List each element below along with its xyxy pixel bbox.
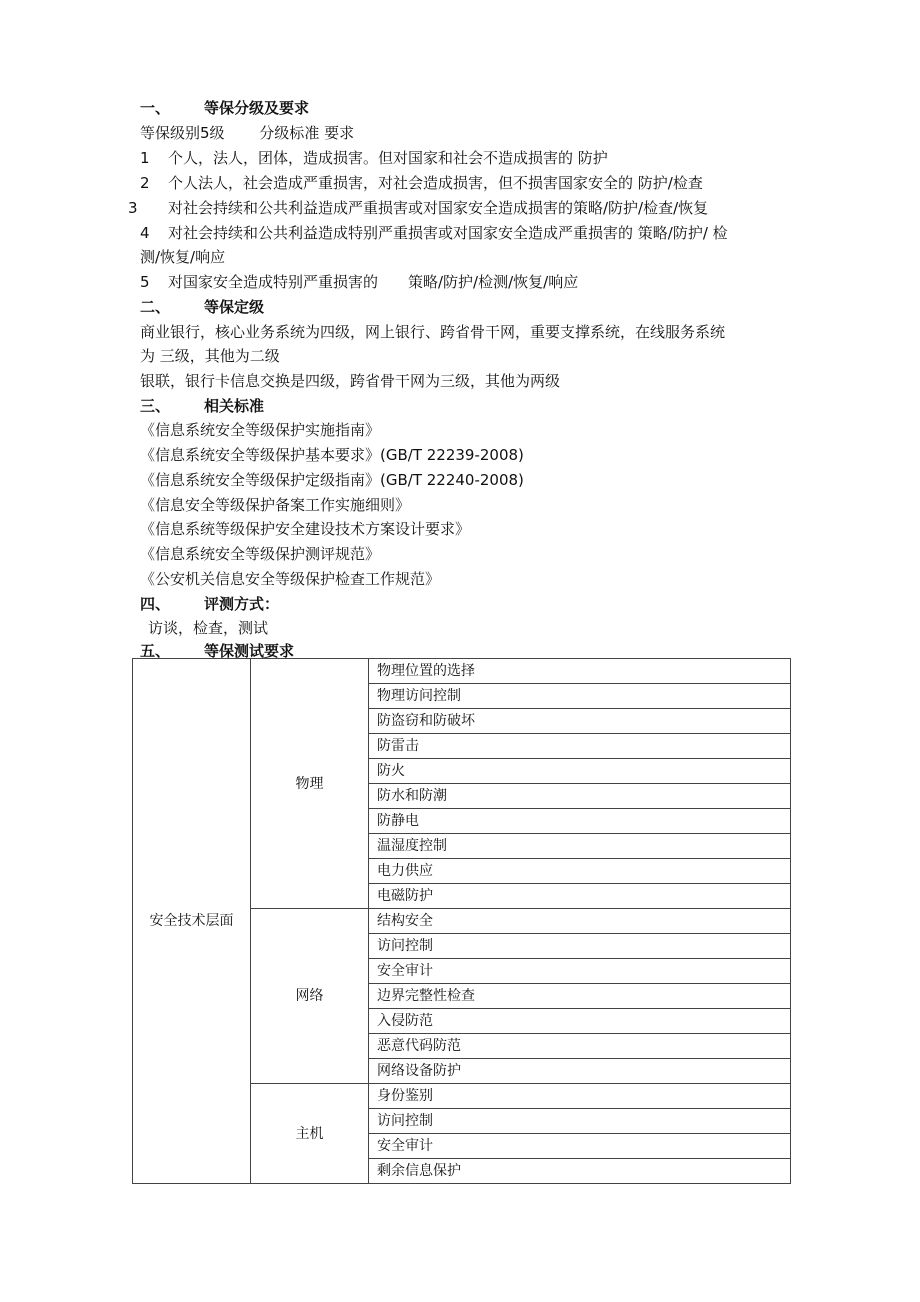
group-cell: 物理 <box>251 659 369 909</box>
level-item: 2 个人法人，社会造成严重损害，对社会造成损害，但不损害国家安全的 防护/检查 <box>140 174 703 192</box>
requirements-table <box>132 658 791 1184</box>
requirement-cell: 防静电 <box>369 809 791 834</box>
requirement-cell: 边界完整性检查 <box>369 984 791 1009</box>
group-cell: 主机 <box>251 1084 369 1184</box>
requirement-cell: 安全审计 <box>369 959 791 984</box>
level-item: 3 对社会持续和公共利益造成严重损害或对国家安全造成损害的策略/防护/检查/恢复 <box>128 199 709 217</box>
standard-item: 《信息系统安全等级保护实施指南》 <box>140 421 381 439</box>
standard-item: 《信息安全等级保护备案工作实施细则》 <box>140 496 411 514</box>
requirement-cell: 防水和防潮 <box>369 784 791 809</box>
grading-line: 商业银行，核心业务系统为四级，网上银行、跨省骨干网，重要支撑系统，在线服务系统 <box>140 323 726 341</box>
standard-item: 《信息系统安全等级保护定级指南》(GB/T 22240-2008) <box>140 471 524 489</box>
requirement-cell: 剩余信息保护 <box>369 1159 791 1184</box>
test-methods: 访谈，检查，测试 <box>148 619 269 637</box>
level-item: 5 对国家安全造成特别严重损害的 策略/防护/检测/恢复/响应 <box>140 273 579 291</box>
requirement-cell: 防盗窃和防破坏 <box>369 709 791 734</box>
standard-item: 《公安机关信息安全等级保护检查工作规范》 <box>140 570 441 588</box>
requirement-cell: 物理位置的选择 <box>369 659 791 684</box>
levels-header: 等保级别5级 分级标准 要求 <box>140 124 355 142</box>
level-item-continuation: 测/恢复/响应 <box>140 248 226 266</box>
standard-item: 《信息系统安全等级保护基本要求》(GB/T 22239-2008) <box>140 446 524 464</box>
grading-line: 为 三级，其他为二级 <box>140 347 280 365</box>
grading-line: 银联，银行卡信息交换是四级，跨省骨干网为三级，其他为两级 <box>140 372 561 390</box>
standard-item: 《信息系统等级保护安全建设技术方案设计要求》 <box>140 520 471 538</box>
section-5-heading: 五、 等保测试要求 <box>140 642 295 660</box>
layer-cell: 安全技术层面 <box>133 659 251 1184</box>
requirement-cell: 安全审计 <box>369 1134 791 1159</box>
requirement-cell: 网络设备防护 <box>369 1059 791 1084</box>
standard-item: 《信息系统安全等级保护测评规范》 <box>140 545 381 563</box>
requirement-cell: 物理访问控制 <box>369 684 791 709</box>
requirement-cell: 防雷击 <box>369 734 791 759</box>
requirement-cell: 入侵防范 <box>369 1009 791 1034</box>
section-4-heading: 四、 评测方式： <box>140 595 280 613</box>
requirement-cell: 结构安全 <box>369 909 791 934</box>
requirement-cell: 访问控制 <box>369 1109 791 1134</box>
section-3-heading: 三、 相关标准 <box>140 397 265 415</box>
table-row <box>133 659 791 684</box>
requirement-cell: 恶意代码防范 <box>369 1034 791 1059</box>
requirement-cell: 电磁防护 <box>369 884 791 909</box>
requirement-cell: 身份鉴别 <box>369 1084 791 1109</box>
section-2-heading: 二、 等保定级 <box>140 298 265 316</box>
level-item: 4 对社会持续和公共利益造成特别严重损害或对国家安全造成严重损害的 策略/防护/ 检 <box>140 224 728 242</box>
level-item: 1 个人，法人，团体，造成损害。但对国家和社会不造成损害的 防护 <box>140 149 608 167</box>
requirement-cell: 访问控制 <box>369 934 791 959</box>
section-1-heading: 一、 等保分级及要求 <box>140 99 310 117</box>
requirement-cell: 电力供应 <box>369 859 791 884</box>
requirement-cell: 温湿度控制 <box>369 834 791 859</box>
group-cell: 网络 <box>251 909 369 1084</box>
requirement-cell: 防火 <box>369 759 791 784</box>
